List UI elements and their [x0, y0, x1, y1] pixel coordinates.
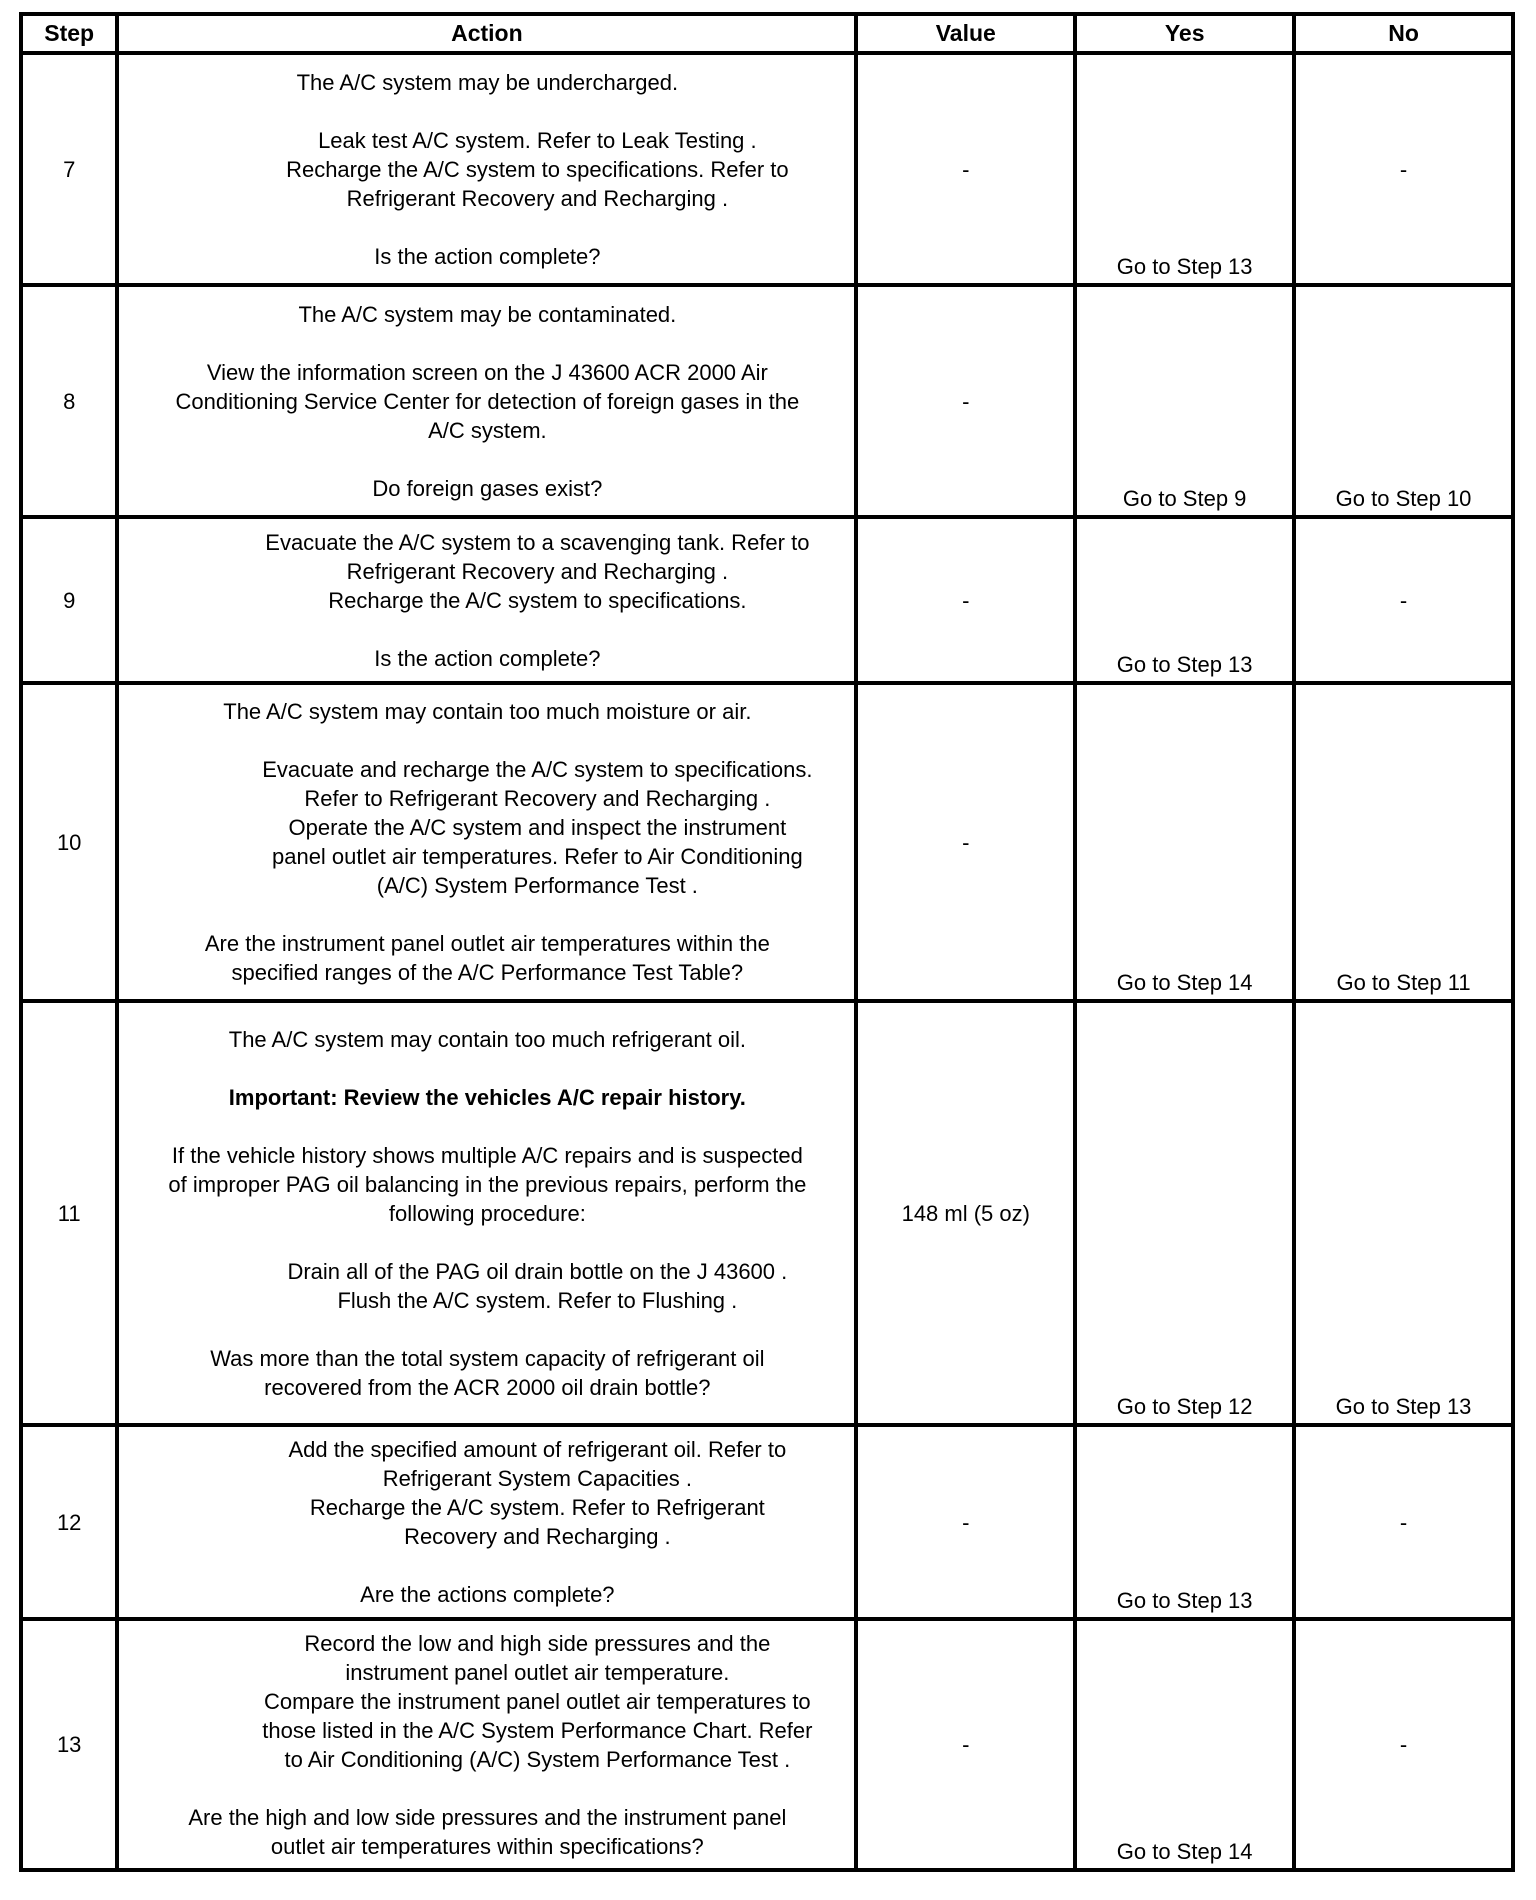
action-step: Refrigerant Recovery and Recharging . [346, 185, 729, 211]
action-text: of improper PAG oil balancing in the previous repairs, perform the [168, 1171, 807, 1197]
value-cell: 148 ml (5 oz) [856, 1001, 1075, 1425]
action-step: (A/C) System Performance Test . [376, 873, 698, 898]
action-step: Recharge the A/C system to specifications. [328, 587, 747, 613]
action-text: following procedure: [388, 1200, 586, 1226]
action-step: Refrigerant Recovery and Recharging . [346, 558, 729, 584]
value-cell: - [856, 683, 1075, 1001]
yes-outcome: Go to Step 13 [1116, 1588, 1253, 1613]
value-cell: - [856, 1425, 1075, 1619]
yes-cell [1075, 285, 1294, 517]
header-no: No [1294, 14, 1513, 53]
step-number: 11 [21, 1001, 117, 1425]
header-row [21, 14, 1513, 53]
action-step: Recharge the A/C system to specifications. Refer to [286, 156, 789, 182]
no-cell [1294, 1619, 1513, 1870]
yes-outcome: Go to Step 14 [1116, 970, 1253, 995]
action-intro: The A/C system may contain too much moisture or air. [223, 699, 752, 724]
action-step: Refrigerant System Capacities . [382, 1466, 693, 1491]
action-question: recovered from the ACR 2000 oil drain bottle? [264, 1374, 711, 1400]
no-cell [1294, 285, 1513, 517]
value-cell: - [856, 1619, 1075, 1870]
action-step: Evacuate and recharge the A/C system to specifications. [262, 757, 813, 782]
yes-cell [1075, 53, 1294, 285]
no-outcome: - [1399, 156, 1408, 182]
yes-cell [1075, 683, 1294, 1001]
spacer [124, 1774, 850, 1803]
step-number: 8 [21, 285, 117, 517]
action-question: outlet air temperatures within specifications? [270, 1833, 704, 1859]
action-step: Drain all of the PAG oil drain bottle on the J 43600 . [287, 1258, 788, 1284]
action-step: Leak test A/C system. Refer to Leak Testing . [318, 127, 757, 153]
yes-outcome: Go to Step 12 [1116, 1394, 1253, 1419]
action-step: Recharge the A/C system. Refer to Refrigerant [309, 1495, 765, 1520]
action-text: If the vehicle history shows multiple A/C repairs and is suspected [171, 1142, 803, 1168]
action-step: Compare the instrument panel outlet air temperatures to [264, 1688, 811, 1714]
action-step: Recovery and Recharging . [404, 1524, 671, 1549]
action-step: Record the low and high side pressures and the [304, 1630, 771, 1656]
action-step: Refer to Refrigerant Recovery and Recharging . [304, 786, 771, 811]
action-step: those listed in the A/C System Performance Chart. Refer [262, 1717, 813, 1743]
no-cell [1294, 1425, 1513, 1619]
no-outcome: Go to Step 10 [1335, 486, 1472, 511]
header-action: Action [117, 14, 856, 53]
no-outcome: - [1399, 1509, 1408, 1535]
table-row [21, 1001, 1513, 1425]
diagnostic-table [19, 12, 1515, 1872]
action-question: Is the action complete? [374, 645, 601, 671]
action-step: Evacuate the A/C system to a scavenging tank. Refer to [265, 529, 810, 555]
action-text: Conditioning Service Center for detection of foreign gases in the [175, 388, 800, 414]
spacer [124, 97, 850, 126]
step-number: 7 [21, 53, 117, 285]
spacer [124, 726, 850, 755]
action-step: instrument panel outlet air temperature. [345, 1659, 730, 1685]
important-note: Important: Review the vehicles A/C repair history. [228, 1084, 746, 1110]
header-yes: Yes [1075, 14, 1294, 53]
action-step: Flush the A/C system. Refer to Flushing . [337, 1287, 738, 1313]
step-number: 12 [21, 1425, 117, 1619]
no-outcome: - [1399, 587, 1408, 613]
value-cell: - [856, 53, 1075, 285]
action-cell [117, 285, 856, 517]
no-outcome: Go to Step 13 [1335, 1394, 1472, 1419]
action-question: Was more than the total system capacity of refrigerant oil [210, 1345, 765, 1371]
step-number: 9 [21, 517, 117, 683]
no-cell [1294, 53, 1513, 285]
action-step: to Air Conditioning (A/C) System Performance Test . [284, 1746, 791, 1772]
yes-cell [1075, 517, 1294, 683]
action-step: Add the specified amount of refrigerant oil. Refer to [288, 1437, 787, 1462]
action-cell [117, 53, 856, 285]
action-cell [117, 683, 856, 1001]
no-cell [1294, 1001, 1513, 1425]
action-cell [117, 517, 856, 683]
spacer [124, 329, 850, 358]
action-text: View the information screen on the J 43600 ACR 2000 Air [206, 359, 768, 385]
action-intro: The A/C system may be undercharged. [296, 69, 679, 95]
table-row [21, 517, 1513, 683]
no-outcome: - [1399, 1732, 1408, 1757]
table-row [21, 1619, 1513, 1870]
spacer [124, 1112, 850, 1141]
action-cell [117, 1619, 856, 1870]
yes-outcome: Go to Step 13 [1116, 254, 1253, 279]
action-cell [117, 1425, 856, 1619]
action-step: Operate the A/C system and inspect the instrument [288, 815, 787, 840]
action-intro: The A/C system may be contaminated. [298, 301, 677, 327]
no-cell [1294, 517, 1513, 683]
action-cell [117, 1001, 856, 1425]
header-step: Step [21, 14, 117, 53]
spacer [124, 445, 850, 474]
action-question: Are the instrument panel outlet air temperatures within the [204, 931, 770, 956]
spacer [124, 1315, 850, 1344]
spacer [124, 1228, 850, 1257]
spacer [124, 1054, 850, 1083]
table-row [21, 1425, 1513, 1619]
spacer [124, 900, 850, 929]
yes-outcome: Go to Step 9 [1122, 486, 1247, 511]
spacer [124, 1551, 850, 1580]
action-question: Are the high and low side pressures and the instrument panel [188, 1804, 787, 1830]
action-question: Are the actions complete? [360, 1582, 615, 1607]
table-row [21, 285, 1513, 517]
header-value: Value [856, 14, 1075, 53]
spacer [124, 213, 850, 242]
yes-outcome: Go to Step 14 [1116, 1839, 1253, 1864]
table-body [21, 53, 1513, 1870]
action-question: specified ranges of the A/C Performance Test Table? [231, 960, 744, 985]
step-number: 10 [21, 683, 117, 1001]
value-cell: - [856, 285, 1075, 517]
action-text: A/C system. [428, 417, 547, 443]
table-row [21, 683, 1513, 1001]
step-number: 13 [21, 1619, 117, 1870]
no-outcome: Go to Step 11 [1336, 970, 1471, 995]
yes-cell [1075, 1425, 1294, 1619]
spacer [124, 615, 850, 644]
action-intro: The A/C system may contain too much refrigerant oil. [228, 1026, 746, 1052]
action-question: Is the action complete? [374, 243, 601, 269]
yes-cell [1075, 1619, 1294, 1870]
table-row [21, 53, 1513, 285]
no-cell [1294, 683, 1513, 1001]
action-step: panel outlet air temperatures. Refer to Air Conditioning [271, 844, 803, 869]
yes-outcome: Go to Step 13 [1116, 652, 1253, 677]
yes-cell [1075, 1001, 1294, 1425]
table-header [21, 14, 1513, 53]
action-question: Do foreign gases exist? [372, 475, 603, 501]
value-cell: - [856, 517, 1075, 683]
